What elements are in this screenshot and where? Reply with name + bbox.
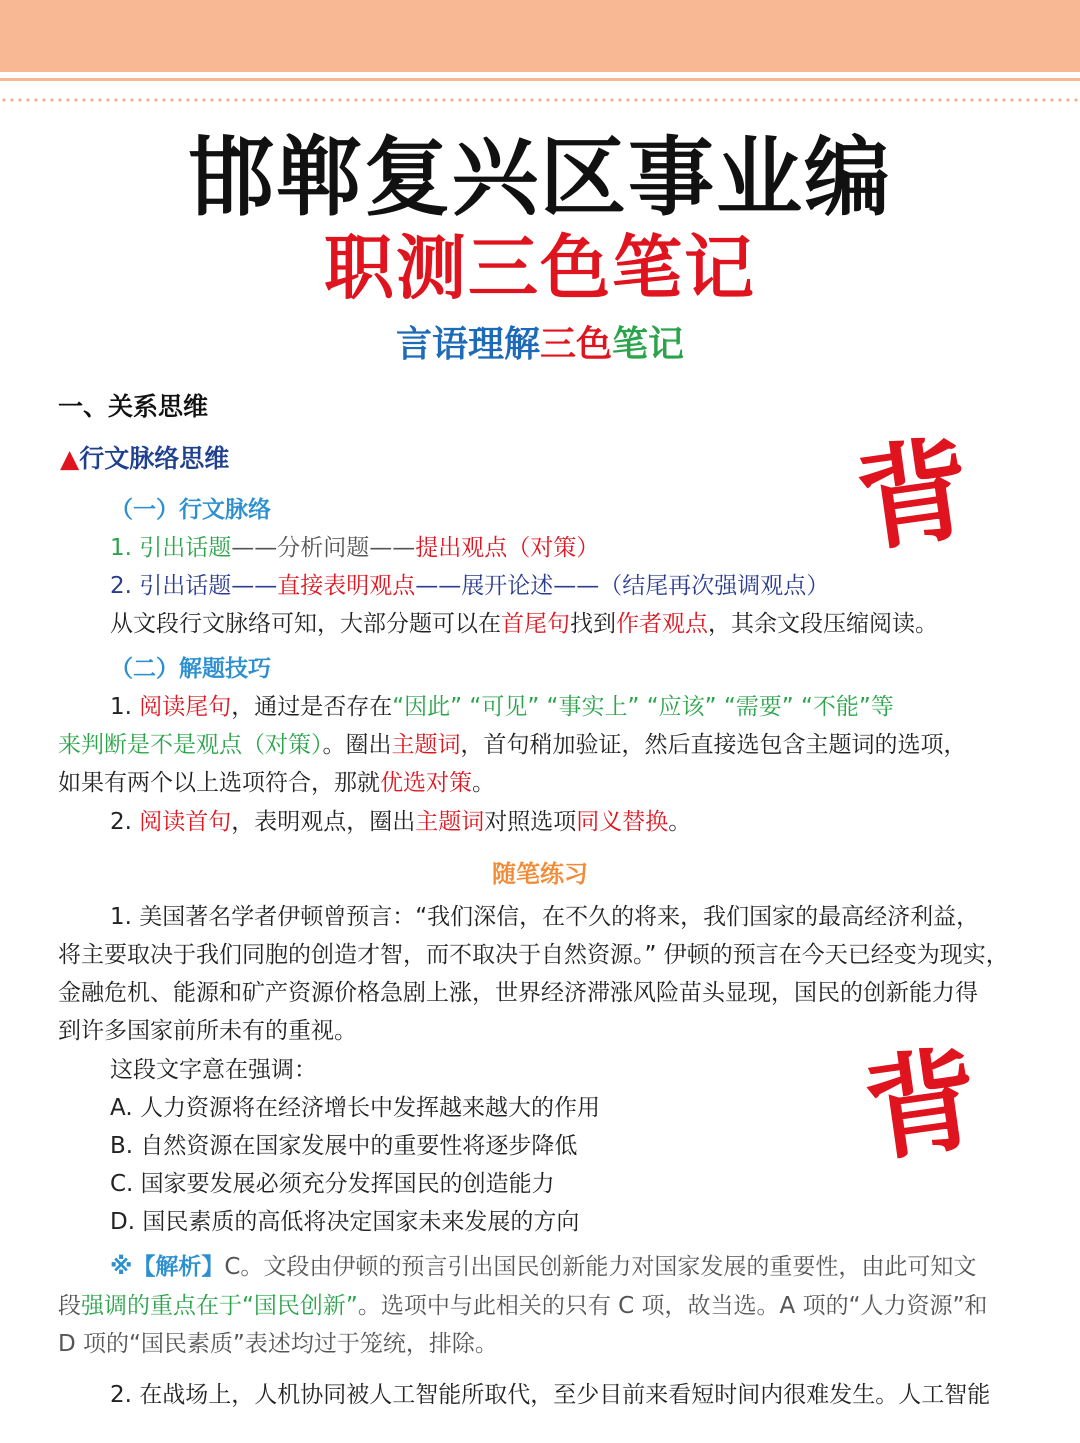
section-heading-1: 一、关系思维 [58,392,209,421]
text-span: ，首句稍加验证，然后直接选包含主题词的选项， [460,732,967,758]
text-span: —— [231,573,278,599]
triangle-icon: ▲ [60,444,80,473]
text-span: 2. 引出话题 [110,573,232,599]
text-span: 2. [110,809,140,835]
structure-line-2 [110,567,829,605]
question-2-line: 2. 在战场上，人机协同被人工智能所取代，至少目前来看短时间内很难发生。人工智能 [110,1382,991,1408]
text-span: 段 [58,1293,81,1319]
text-span: 直接表明观点 [277,573,416,599]
question-line: 1. 美国著名学者伊顿曾预言：“我们深信，在不久的将来，我们国家的最高经济利益， [110,904,980,930]
technique-line-4 [110,803,691,841]
section-banner [0,322,1080,368]
text-span: 1. 引出话题 [110,535,232,561]
analysis-line-1 [110,1248,976,1286]
text-span: 从文段行文脉络可知，大部分题可以在 [110,611,501,637]
text-span: “因此” “可见” “事实上” “应该” “需要” “不能”等 [392,694,894,720]
option-b: B. 自然资源在国家发展中的重要性将逐步降低 [110,1133,578,1159]
technique-line-2 [58,726,967,764]
option-c: C. 国家要发展必须充分发挥国民的创造能力 [110,1171,555,1197]
section-heading-2-text: 行文脉络思维 [79,444,230,473]
text-span: 优选对策 [380,770,472,796]
banner-part-red: 三色 [539,324,612,365]
practice-title: 随笔练习 [492,860,588,888]
question-line: 金融危机、能源和矿产资源价格急剧上涨，世界经济滞涨风险苗头显现，国民的创新能力得 [58,980,978,1006]
subheading-structure: （一）行文脉络 [110,497,271,523]
text-span: C。文段由伊顿的预言引出国民创新能力对国家发展的重要性，由此可知文 [224,1254,977,1280]
question-line: 将主要取决于我们同胞的创造才智，而不取决于自然资源。” 伊顿的预言在今天已经变为现实， [58,942,1009,968]
text-span: ，其余文段压缩阅读。 [708,611,938,637]
text-span: 首尾句 [501,611,570,637]
text-span: 。圈出 [322,732,392,758]
question-prompt: 这段文字意在强调： [110,1057,317,1083]
top-banner [0,0,1080,72]
text-span: 阅读尾句 [139,694,232,720]
option-a: A. 人力资源将在经济增长中发挥越来越大的作用 [110,1095,600,1121]
text-span: 对照选项 [484,809,577,835]
analysis-label: ※【解析】 [110,1254,225,1280]
text-span: 主题词 [415,809,485,835]
technique-line-1 [110,688,894,726]
dotted-divider [0,98,1080,102]
text-span: 提出观点（对策） [415,535,600,561]
text-span: 来判断是不是观点（对策） [58,732,323,758]
recite-stamp-1: 背 [849,422,979,569]
text-span: 找到 [570,611,616,637]
subheading-techniques: （二）解题技巧 [110,656,271,682]
text-span: 阅读首句 [139,809,232,835]
analysis-line-2 [58,1287,987,1325]
option-d: D. 国民素质的高低将决定国家未来发展的方向 [110,1209,580,1235]
structure-line-3 [110,605,938,643]
text-span: ——展开论述——（结尾再次强调观点） [415,573,830,599]
technique-line-3 [58,764,495,802]
text-span: 同义替换 [576,809,669,835]
banner-part-green: 笔记 [612,324,685,365]
question-line: 到许多国家前所未有的重视。 [58,1018,357,1044]
text-span: 1. [110,694,140,720]
text-span: 。 [668,809,692,835]
text-span: ，表明观点，圈出 [231,809,416,835]
text-span: 如果有两个以上选项符合，那就 [58,770,380,796]
text-span: 作者观点 [616,611,708,637]
text-span: ，通过是否存在 [231,694,393,720]
text-span: ——分析问题—— [231,535,416,561]
text-span: 。选项中与此相关的只有 C 项，故当选。A 项的“人力资源”和 [357,1293,988,1319]
page-subtitle: 职测三色笔记 [324,226,756,309]
text-span: 。 [472,770,495,796]
analysis-line-3: D 项的“国民素质”表述均过于笼统，排除。 [58,1331,498,1357]
top-divider [0,78,1080,81]
section-heading-2 [60,440,229,478]
recite-stamp-2: 背 [857,1032,987,1179]
text-span: 强调的重点在于“国民创新” [81,1293,358,1319]
page-title: 邯郸复兴区事业编 [188,128,892,228]
structure-line-1 [110,529,599,567]
text-span: 主题词 [391,732,461,758]
banner-part-blue: 言语理解 [395,324,540,365]
